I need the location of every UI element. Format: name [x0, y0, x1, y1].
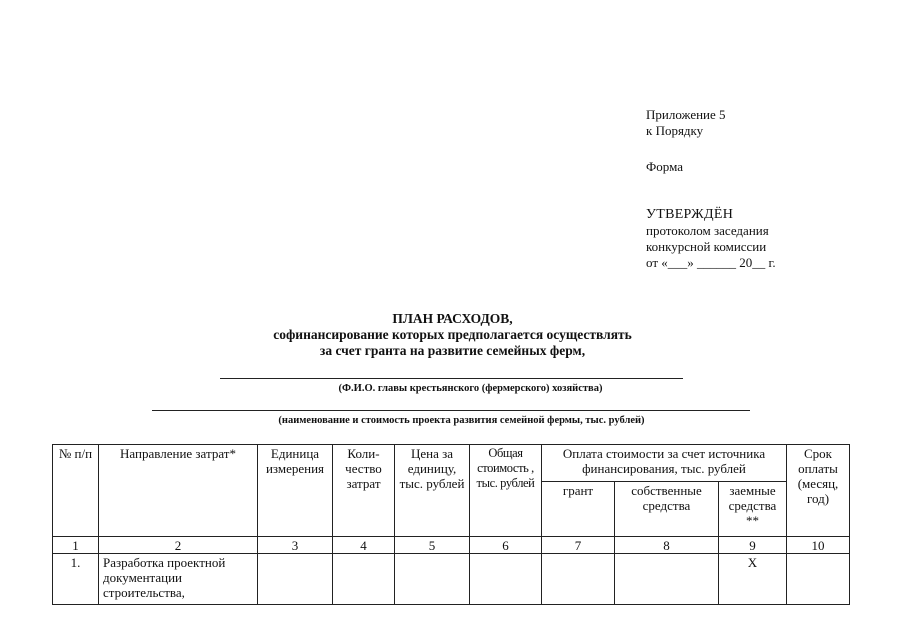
row-total	[470, 554, 542, 605]
row-own	[615, 554, 719, 605]
header-term: Срок оплаты (месяц, год)	[787, 445, 850, 537]
expense-plan-table	[52, 444, 850, 605]
row-quantity	[333, 554, 395, 605]
header-grant: грант	[542, 482, 615, 537]
header-total: Общая стоимость , тыс. рублей	[470, 445, 542, 537]
fio-caption: (Ф.И.О. главы крестьянского (фермерского) хозяйства)	[338, 383, 603, 394]
appendix-reference	[646, 107, 726, 139]
approved-date: от «___» ______ 20__ г.	[646, 255, 776, 270]
approved-protocol: протоколом заседания	[646, 223, 769, 238]
column-number: 6	[470, 537, 542, 554]
project-caption: (наименование и стоимость проекта развития семейной фермы, тыс. рублей)	[278, 415, 645, 426]
column-number: 10	[787, 537, 850, 554]
document-title	[0, 311, 905, 359]
column-number: 5	[395, 537, 470, 554]
table-header-row-1	[53, 445, 850, 482]
fio-fill-line	[220, 378, 683, 379]
row-grant	[542, 554, 615, 605]
column-number-row	[53, 537, 850, 554]
header-price: Цена за единицу, тыс. рублей	[395, 445, 470, 537]
title-line-1: ПЛАН РАСХОДОВ,	[392, 311, 513, 326]
header-borrowed: заемные средства **	[719, 482, 787, 537]
row-num: 1.	[53, 554, 99, 605]
column-number: 3	[258, 537, 333, 554]
header-num: № п/п	[53, 445, 99, 537]
header-quantity: Коли-чество затрат	[333, 445, 395, 537]
approved-commission: конкурсной комиссии	[646, 239, 767, 254]
column-number: 4	[333, 537, 395, 554]
row-direction: Разработка проектной документации строительства,	[99, 554, 258, 605]
title-line-2: софинансирование которых предполагается осуществлять	[273, 327, 632, 342]
row-price	[395, 554, 470, 605]
form-label: Форма	[646, 159, 683, 174]
column-number: 7	[542, 537, 615, 554]
appendix-number: Приложение 5	[646, 107, 726, 122]
column-number: 1	[53, 537, 99, 554]
row-term	[787, 554, 850, 605]
column-number: 9	[719, 537, 787, 554]
appendix-procedure: к Порядку	[646, 123, 704, 138]
row-borrowed: Х	[719, 554, 787, 605]
title-line-3: за счет гранта на развитие семейных ферм,	[319, 343, 586, 358]
header-direction: Направление затрат*	[99, 445, 258, 537]
approval-block	[646, 207, 776, 271]
column-number: 2	[99, 537, 258, 554]
project-fill-line	[152, 410, 750, 411]
row-unit	[258, 554, 333, 605]
approved-title: УТВЕРЖДЁН	[646, 207, 734, 222]
header-own: собственные средства	[615, 482, 719, 537]
table-row	[53, 554, 850, 605]
header-payment-group: Оплата стоимости за счет источника финансирования, тыс. рублей	[542, 445, 787, 482]
header-unit: Единица измерения	[258, 445, 333, 537]
column-number: 8	[615, 537, 719, 554]
